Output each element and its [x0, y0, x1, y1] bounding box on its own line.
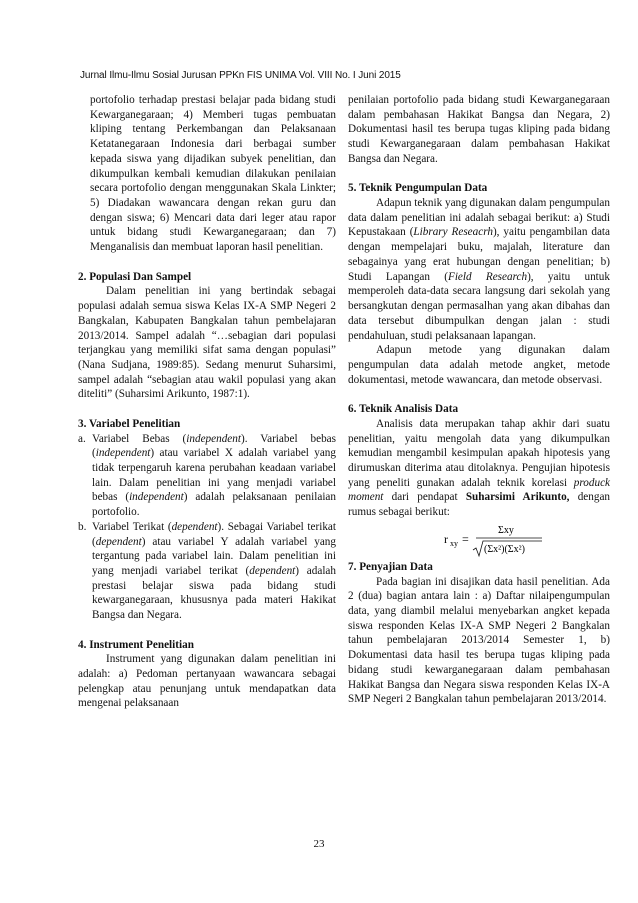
- heading-variabel-penelitian: 3. Variabel Penelitian: [78, 417, 181, 430]
- formula-lhs: r: [444, 531, 448, 546]
- paragraph-procedure-continued: portofolio terhadap prestasi belajar pada bidang studi Kewarganegaraan; 4) Memberi tugas pembuatan kliping tentang Perkembangan dan Pelaksanaan Ketatanegaraan Indonesia dari berbagai sumber kepada siswa yang dijadikan subyek penelitian, dan dikumpulkan kembali kemudian dilakukan penilaian secara portofolio dengan menggunakan Skala Linkter; 5) Diadakan wawancara dengan rekan guru dan dengan siswa; 6) Mencari data dari leger atau rapor untuk bidang studi Kewarganegaraan; dan 7) Menganalisis dan membuat laporan hasil penelitian.: [90, 94, 336, 254]
- formula-denominator: (Σx²)(Σx²): [484, 543, 525, 555]
- left-column: [78, 93, 336, 711]
- paragraph-metode: Adapun metode yang digunakan dalam pengumpulan data adalah metode angket, metode dokumentasi, metode wawancara, dan metode observasi.: [348, 344, 610, 386]
- formula-equals: =: [462, 531, 469, 546]
- heading-instrument-penelitian: 4. Instrument Penelitian: [78, 638, 194, 651]
- page-number: 23: [313, 838, 325, 850]
- paragraph-analisis: Analisis data merupakan tahap akhir dari suatu penelitian, yaitu mengolah data yang dikumpulkan kemudian mengambil kesimpulan apakah hipotesis yang dirumuskan diterima atau ditolaknya. Pengujian hipotesis yang peneliti gunakan adalah teknik korelasi produck moment dari pendapat Suharsimi Arikunto, dengan rumus sebagai berikut:: [348, 417, 610, 519]
- formula-numerator: Σxy: [498, 524, 514, 536]
- list-label-a: a.: [78, 432, 86, 445]
- heading-teknik-pengumpulan-data: 5. Teknik Pengumpulan Data: [348, 182, 488, 195]
- list-item-variabel-bebas: a. Variabel Bebas (independent). Variabel bebas (independent) atau variabel X adalah variabel yang tidak terpengaruh karena perubahan keadaan variabel lain. Dalam penelitian ini yang menjadi variabel bebas (independent) adalah pelaksanaan penilaian portofolio.: [78, 432, 336, 519]
- paragraph-penyajian: Pada bagian ini disajikan data hasil penelitian. Ada 2 (dua) bagian antara lain : a) Daftar nilaipengumpulan data, yang diambil melalui menyebarkan angket kepada siswa responden Kelas IX-A SMP Negeri 2 Bangkalan tahun pembelajaran 2013/2014 Semester 1, b) Dokumentasi data hasil tes berupa tugas kliping pada bidang studi kewarganegaraan dalam pembahasan Hakikat Bangsa dan Negara siswa responden Kelas IX-A SMP Negeri 2 Bangkalan tahun pembelajaran 2013/2014.: [348, 575, 610, 706]
- paragraph-instrument-continued: penilaian portofolio pada bidang studi Kewarganegaraan dalam pembahasan Hakikat Bangsa dan Negara, 2) Dokumentasi hasil tes berupa tugas kliping pada bidang studi Kewarganegaraan dalam pembahasan Hakikat Bangsa dan Negara.: [348, 94, 610, 165]
- paragraph-populasi: Dalam penelitian ini yang bertindak sebagai populasi adalah semua siswa Kelas IX-A SMP Negeri 2 Bangkalan, Kabupaten Bangkalan tahun pembelajaran 2013/2014. Sampel adalah “…sebagian dari populasi terjangkau yang memiliki sifat sama dengan populasi” (Nana Sudjana, 1989:85). Sedang menurut Suharsimi, sampel adalah “sebagian atau wakil populasi yang akan diteliti” (Suharsimi Arikunto, 1987:1).: [78, 285, 336, 401]
- heading-teknik-analisis-data: 6. Teknik Analisis Data: [348, 403, 459, 416]
- heading-populasi-sampel: 2. Populasi Dan Sampel: [78, 270, 192, 283]
- paragraph-teknik-pengumpulan: Adapun teknik yang digunakan dalam pengumpulan data dalam penelitian ini adalah sebagai berikut: a) Studi Kepustakaan (Library Reseacrh), yaitu pengambilan data dengan mempelajari buku, majalah, literature dan sebagainya yang erat hubungan dengan penelitian; b) Studi Lapangan (Field Research), yaitu untuk memperoleh data-data secara langsung dari sekolah yang bersangkutan dengan permasalhan yang akan dibahas dan data tersebut dibumpulkan dengan jalan : studi pendahuluan, studi pelaksanaan lapangan.: [348, 197, 610, 342]
- heading-penyajian-data: 7. Penyajian Data: [348, 560, 433, 573]
- list-item-variabel-terikat: b. Variabel Terikat (dependent). Sebagai Variabel terikat (dependent) atau variabel Y adalah variabel yang tergantung pada variabel lain. Dalam penelitian ini yang menjadi variabel terikat (dependent) adalah prestasi belajar siswa pada bidang studi kewarganegaraan, khususnya pada materi Hakikat Bangsa dan Negara.: [78, 520, 336, 622]
- paragraph-instrument: Instrument yang digunakan dalam penelitian ini adalah: a) Pedoman pertanyaan wawancara sebagai pelengkap atau penunjang untuk mendapatkan data mengenai pelaksanaan: [78, 653, 336, 710]
- right-column: [348, 93, 610, 707]
- correlation-formula: [348, 520, 610, 560]
- formula-graphic: [348, 520, 610, 560]
- formula-subscript: xy: [450, 538, 458, 548]
- running-header: Jurnal Ilmu-Ilmu Sosial Jurusan PPKn FIS UNIMA Vol. VIII No. I Juni 2015: [80, 70, 401, 81]
- list-label-b: b.: [78, 520, 87, 533]
